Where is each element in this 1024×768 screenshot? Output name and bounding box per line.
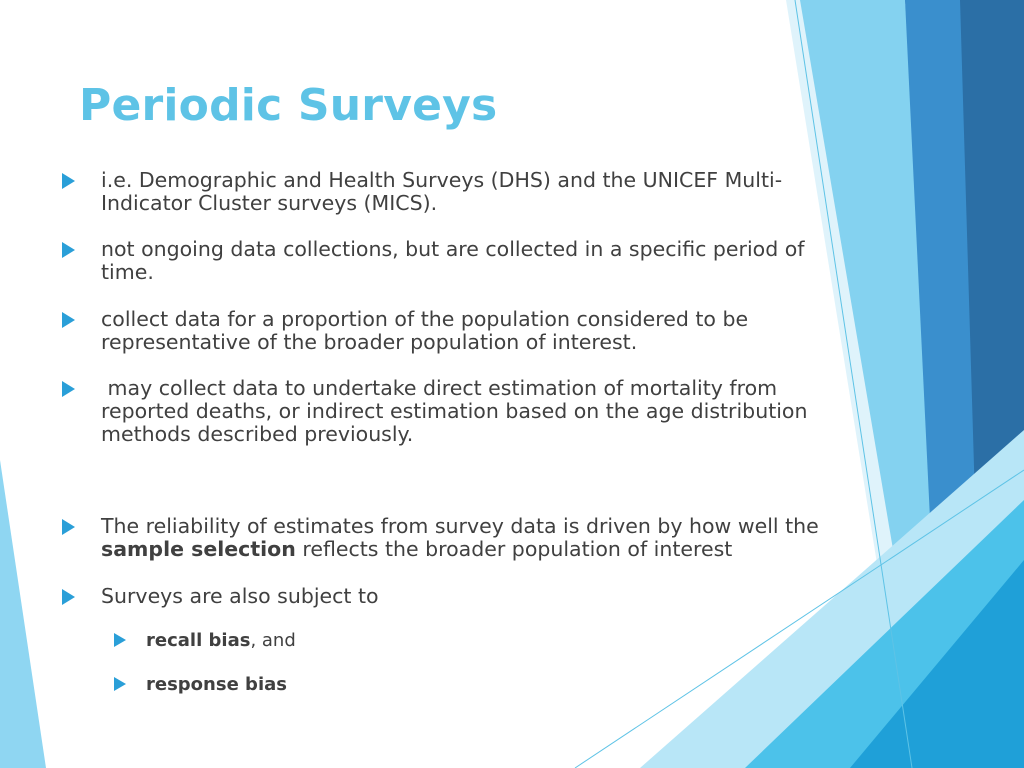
sub-bullet-text [146, 674, 714, 696]
sub-bullet-item [114, 674, 714, 696]
bullet-arrow-icon [62, 589, 75, 605]
bullet-text: collect data for a proportion of the population considered to be representative of the broader population of interest. [101, 307, 749, 354]
bullet-text-part: The reliability of estimates from survey data is driven by how well the [101, 514, 819, 538]
bold-term: recall bias [146, 630, 251, 651]
bullet-item [62, 377, 842, 446]
bullet-arrow-icon [62, 381, 75, 397]
sub-bullet-text [146, 630, 714, 652]
sub-bullet-item [114, 630, 714, 652]
bullet-arrow-icon [62, 312, 75, 328]
bullet-item [62, 585, 842, 608]
bullet-text: may collect data to undertake direct estimation of mortality from reported deaths, or indirect estimation based on the age distribution methods described previously. [101, 376, 814, 446]
bullet-text: i.e. Demographic and Health Surveys (DHS) and the UNICEF Multi-Indicator Cluster surveys (MICS). [101, 168, 783, 215]
bold-term: response bias [146, 674, 287, 695]
bullet-item [62, 515, 842, 561]
bullet-item [62, 169, 842, 215]
bullet-item [62, 238, 842, 284]
bullet-arrow-icon [62, 519, 75, 535]
bullet-arrow-icon [62, 242, 75, 258]
slide-title: Periodic Surveys [79, 80, 498, 131]
bullet-text-part: reflects the broader population of interest [295, 537, 733, 561]
sub-bullet-text-part: , and [250, 630, 296, 651]
bullet-text: not ongoing data collections, but are collected in a specific period of time. [101, 237, 805, 284]
bullet-text [101, 515, 842, 561]
sub-bullet-arrow-icon [114, 677, 126, 691]
bullet-arrow-icon [62, 173, 75, 189]
bold-term: sample selection [101, 537, 296, 561]
bullet-text: Surveys are also subject to [101, 584, 379, 608]
bullet-item [62, 308, 842, 354]
sub-bullet-arrow-icon [114, 633, 126, 647]
